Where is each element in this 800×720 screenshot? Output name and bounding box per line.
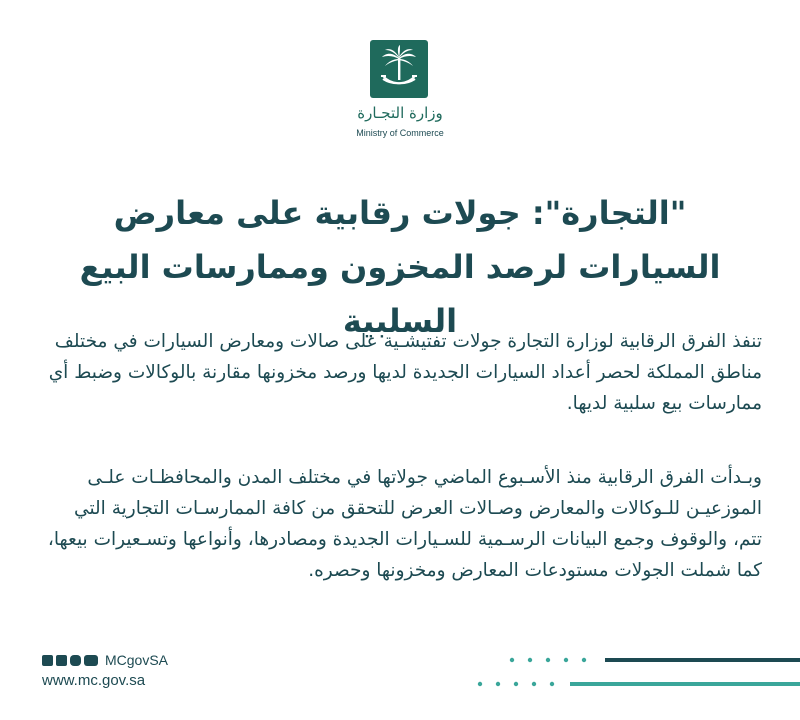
article-paragraph-2: وبـدأت الفرق الرقابية منذ الأسـبوع الماضي جولاتها في مختلف المدن والمحافظـات علـى الموزعيـن للـوكالات والمعارض وصـالات العرض للتحقق من كافة الممارسـات التجارية التي تتم، والوقوف وجمع البيانات الرسـمية للسـيارات الجديدة ومصادرها، وأنواعها وتسـعيرات بيعها، كما شملت الجولات مستودعات المعارض ومخزونها وحصره. (47, 467, 762, 581)
social-links (42, 652, 168, 668)
article-paragraph-1: تنفذ الفرق الرقابية لوزارة التجارة جولات تفتيشـية على صالات ومعارض السيارات في مختلف مناطق المملكة لحصر أعداد السيارات الجديدة لديها ورصد مخزونها مقارنة بالوكالات وضبط أي ممارسات بيع سلبية لديها. (48, 331, 762, 414)
ministry-name-english: Ministry of Commerce (356, 128, 444, 138)
youtube-icon[interactable] (84, 655, 98, 666)
ministry-name-arabic: وزارة التجـارة (357, 104, 443, 122)
decorative-dots-lines (470, 650, 800, 690)
palm-and-swords-icon (370, 40, 428, 98)
social-handle[interactable]: MCgovSA (105, 652, 169, 668)
article-headline: "التجارة": جولات رقابية على معارض السيارات لرصد المخزون وممارسات البيع السلبية (79, 194, 721, 340)
ministry-logo (370, 40, 428, 98)
instagram-icon[interactable] (70, 655, 81, 666)
facebook-icon[interactable] (56, 655, 67, 666)
website-link[interactable]: www.mc.gov.sa (42, 672, 146, 689)
twitter-icon[interactable] (42, 655, 53, 666)
